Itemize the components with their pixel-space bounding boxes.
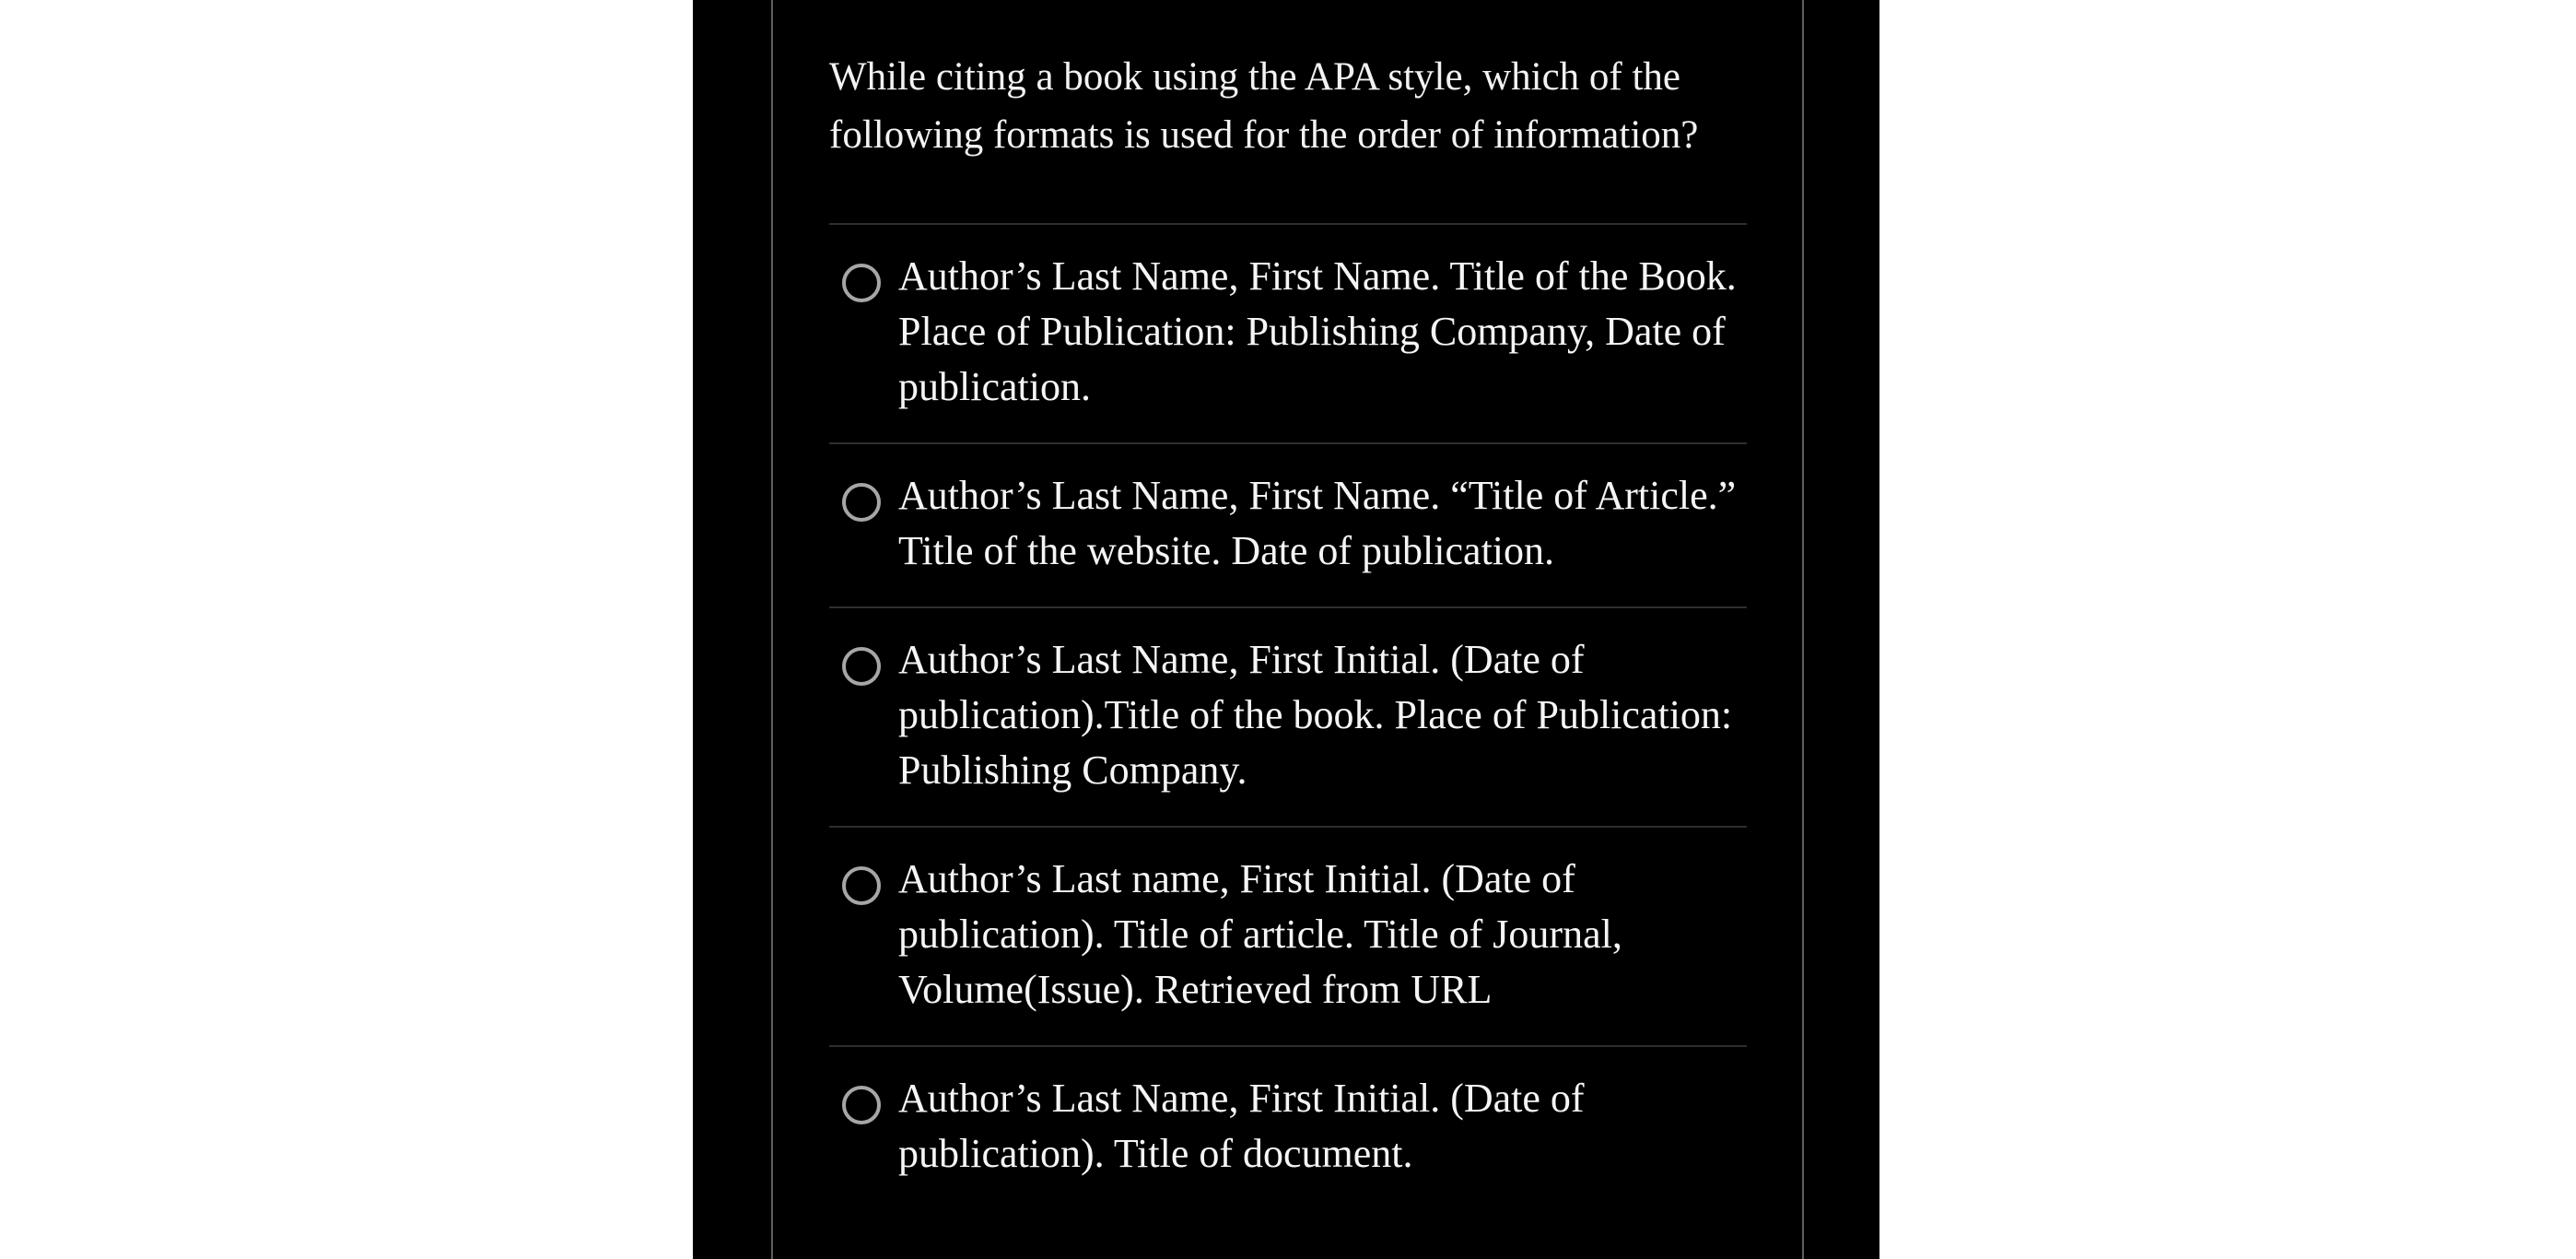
answer-option-4[interactable] [829,828,1747,1047]
radio-unchecked-icon[interactable] [842,264,881,302]
answer-option-label[interactable]: Author’s Last Name, First Name. Title of the Book. Place of Publication: Publishing Company, Date of publication. [898,253,1737,409]
quiz-screen [693,0,1879,1259]
radio-unchecked-icon[interactable] [842,483,881,522]
answer-option-1[interactable] [829,225,1747,444]
radio-unchecked-icon[interactable] [842,647,881,686]
answer-option-5[interactable] [829,1047,1747,1209]
answer-options [829,225,1747,1209]
answer-option-label[interactable]: Author’s Last name, First Initial. (Date of publication). Title of article. Title of Journal, Volume(Issue). Retrieved from URL [898,856,1622,1012]
question-text: While citing a book using the APA style, which of the following formats is used for the order of information? [829,48,1747,225]
answer-option-label[interactable]: Author’s Last Name, First Initial. (Date of publication). Title of document. [898,1076,1585,1176]
answer-option-3[interactable] [829,608,1747,828]
answer-option-label[interactable]: Author’s Last Name, First Name. “Title of Article.” Title of the website. Date of publication. [898,473,1737,573]
radio-unchecked-icon[interactable] [842,866,881,905]
radio-unchecked-icon[interactable] [842,1086,881,1124]
answer-option-2[interactable] [829,444,1747,608]
answer-option-label[interactable]: Author’s Last Name, First Initial. (Date of publication).Title of the book. Place of Publication: Publishing Company. [898,637,1733,793]
question-card [771,0,1804,1259]
question-content [829,48,1747,1209]
